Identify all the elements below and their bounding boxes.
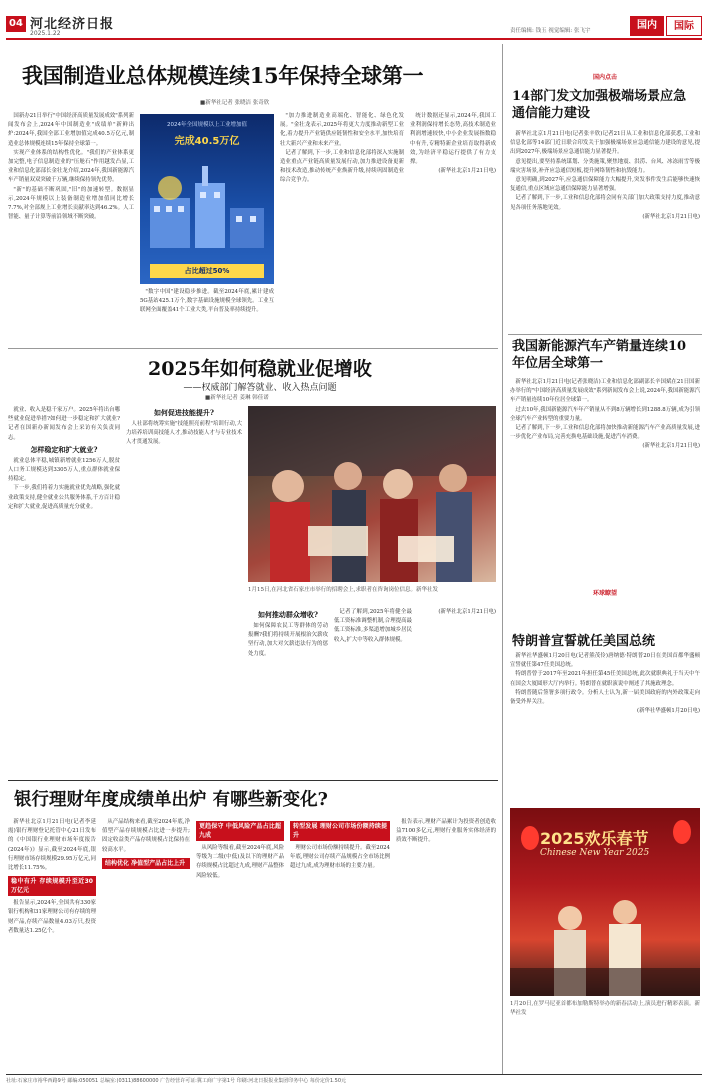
- paper-name: 河北经济日报: [30, 17, 115, 32]
- bank-subhead: 结构优化 净值型产品占比上升: [102, 858, 190, 869]
- infographic-headline-value: 完成40.5万亿: [174, 136, 240, 147]
- footer-info: 社址:石家庄市裕华西路9号 邮编:050051 总编室:(0311)88600000 广告经营许可证:冀工商广字第1号 印刷:河北日报报业集团印务中心 每份定价1.50元: [6, 1078, 347, 1084]
- lead-paragraph: 记者了解到,下一步,工业和信息化部将深入实施制造业重点产业链高质量发展行动,加力推进设备更新和技术改造,推动传统产业焕新升级,持续巩固制造业综合竞争力。: [280, 149, 404, 184]
- bank-headline: 银行理财年度成绩单出炉 有哪些新变化?: [14, 790, 328, 810]
- right-top-body: [510, 130, 700, 338]
- section-tab-domestic: 国内: [630, 16, 664, 36]
- spring-festival-caption: 1月20日,在罗马尼亚首都布加勒斯特举办的新春活动上,演员进行精彩表演。新华社发: [510, 1001, 700, 1016]
- employment-question: 如何促进技能提升?: [153, 408, 215, 417]
- bank-col-2: [102, 818, 190, 1070]
- lead-col-1: [8, 112, 134, 344]
- employment-question: 如何推动群众增收?: [257, 610, 319, 619]
- issue-date: 2025.1.22: [30, 30, 61, 37]
- bank-subhead: 转型发展 理财公司市场份额持续提升: [290, 821, 390, 841]
- lead-paragraph: 实现产业体系的结构性优化。"我们的产业体系更加完整,电子信息制造业的"压舱石"作用越发凸显,工业和信息化部部长金壮龙介绍,2024年,我国新能源汽车产销量双双突破千万辆,继续保持领先优势。: [8, 149, 134, 184]
- employment-question: 怎样稳定和扩大就业?: [30, 444, 98, 454]
- lead-col-2: [140, 288, 274, 346]
- bank-paragraph: 报告表示,理财产品累计为投资者创造收益7100多亿元,理财行业服务实体经济的质效不断提升。: [396, 819, 496, 844]
- employment-col-5: [418, 608, 496, 778]
- editors-line: 责任编辑: 钱玉 视觉编辑: 张飞宇: [510, 28, 591, 34]
- bank-col-5: [396, 818, 496, 1070]
- bank-paragraph: 从产品结构来看,截至2024年底,净值型产品存续规模占比进一步提升;固定收益类产品存续规模占比保持在较高水平。: [102, 819, 190, 853]
- infographic-caption-top: 2024年全国规模以上工业增加值: [167, 122, 247, 128]
- right-low-paragraph: 特朗普随后签署多项行政令。分析人士认为,新一届美国政府的内外政策走向备受外界关注。: [510, 689, 700, 706]
- dateline: (新华社华盛顿1月20日电): [636, 708, 700, 715]
- employment-paragraph: 下一步,我们将着力实施就业优先战略,强化就业政策支持,健全就业公共服务体系,千方百计稳定和扩大就业,促进高质量充分就业。: [8, 485, 120, 510]
- dateline: (新华社北京1月21日电): [642, 443, 700, 450]
- section-tab-international: 国际: [666, 16, 702, 36]
- employment-col-3: [248, 608, 328, 778]
- bank-paragraph: 从风险等级看,截至2024年底,风险等级为二级(中低)及以下的理财产品存续规模占比超过九成,理财产品整体风险较低。: [196, 845, 284, 879]
- dateline: (新华社北京1月21日电): [438, 609, 496, 615]
- right-low-kicker: 环球瞭望: [592, 590, 617, 597]
- lead-bottom-rule: [8, 348, 498, 349]
- right-divider-1: [508, 334, 702, 335]
- right-top-headline: 14部门发文加强极端场景应急通信能力建设: [512, 89, 687, 121]
- bank-col-4: [290, 818, 390, 1070]
- section-divider: [8, 780, 498, 781]
- employment-paragraph: 记者了解到,2025年将健全最低工资标准调整机制,合理提高最低工资标准,多渠道增加城乡居民收入,扩大中等收入群体规模。: [334, 609, 412, 643]
- right-low-headline: 特朗普宣誓就任美国总统: [512, 634, 656, 649]
- masthead: [0, 0, 708, 40]
- lead-paragraph: 统计数据还显示,2024年,我国工业利润保持增长态势,高技术制造业利润增速较快,中小企业发展指数稳中有升,专精特新企业培育取得新成效,为经济平稳运行提供了有力支撑。: [410, 113, 496, 166]
- right-top-paragraph: 记者了解到,下一步,工业和信息化部将会同有关部门加大政策支持力度,推动意见各项任务落地见效。: [510, 195, 700, 211]
- photo-banner-text-en: Chinese New Year 2025: [540, 848, 650, 858]
- bank-col-3: [196, 818, 284, 1070]
- right-top-kicker: 国内点击: [592, 74, 617, 81]
- lead-headline: 我国制造业总体规模连续15年保持全球第一: [22, 63, 424, 88]
- spring-festival-photo: [510, 808, 700, 996]
- bank-paragraph: 理财公司市场份额持续提升。截至2024年底,理财公司存续产品规模占全市场比例超过九成,成为理财市场的主要力量。: [290, 845, 390, 870]
- right-top-paragraph: 意见明确,到2027年,应急通信保障能力大幅提升,突发事件发生后能够快速恢复通信,重点区域应急通信保障能力显著增强。: [510, 177, 700, 193]
- employment-paragraph: 人社部将统筹实施"技能照亮前程"培训行动,大力培养培训高技能人才,推动技能人才与专业技术人才贯通发展。: [126, 421, 242, 446]
- employment-paragraph: 就业、收入是稳千家万户。2025年将出台哪些就业促进举措?如何进一步稳定和扩大就业?记者在国新办新闻发布会上采访有关负责同志。: [8, 407, 120, 441]
- page-number: 04: [6, 16, 26, 32]
- lantern-icon: [510, 808, 700, 996]
- right-top-paragraph: 新华社北京1月21日电(记者张辛欣)记者21日从工业和信息化部获悉,工业和信息化部等14部门近日联合印发关于加强极端场景应急通信能力建设的意见,提出到2027年,极端场景应急通信能力显著提升。: [510, 131, 700, 156]
- employment-byline: ■新华社记者 姜琳 韩佳诺: [205, 395, 269, 401]
- bank-col-1: [8, 818, 96, 1070]
- bank-paragraph: 新华社北京1月21日电(记者李延霞)银行理财登记托管中心21日发布的《中国银行业理财市场年度报告(2024年)》显示,截至2024年底,银行理财市场存续规模29.95万亿元,同比增长11.75%。: [8, 819, 96, 872]
- lead-paragraph: "加力推进制造业高端化、智能化、绿色化发展。"金壮龙表示,2025年将更大力度推动新型工业化,着力提升产业链供应链韧性和安全水平,加快培育壮大新兴产业和未来产业。: [280, 113, 404, 147]
- footer-rule: [6, 1074, 702, 1075]
- crowd-illustration: [248, 406, 496, 582]
- employment-paragraph: 如何保障农民工等群体的劳动报酬?我们将持续开展根治欠薪攻坚行动,加大对欠薪违法行为的惩处力度。: [248, 623, 328, 657]
- lead-byline: ■新华社记者 张晓洁 张奇欣: [200, 100, 270, 106]
- lead-infographic: [140, 114, 274, 284]
- right-low-paragraph: 特朗普曾于2017年至2021年担任第45任美国总统,此次就职典礼于当天中午在国会大厦圆形大厅内举行。特朗普在就职演说中阐述了其施政理念。: [510, 671, 700, 687]
- employment-photo-caption: 1月15日,在河北省石家庄市举行的招聘会上,求职者在咨询岗位信息。新华社发: [248, 587, 438, 593]
- right-mid-paragraph: 新华社北京1月21日电(记者张晓洁)工业和信息化部副部长辛国斌在21日国新办举行的"中国经济高质量发展成效"系列新闻发布会上说,2024年,我国新能源汽车产销量连续10年位居全球第一。: [510, 379, 700, 404]
- employment-subtitle: ——权威部门解答就业、收入热点问题: [183, 383, 337, 393]
- lead-paragraph: 国新办21日举行"中国经济高质量发展成效"系列新闻发布会上,2024年中国制造业"成绩单"新鲜出炉:2024年,我国全部工业增加值完成40.5万亿元,制造业总体规模连续15年保持全球第一。: [8, 113, 134, 147]
- right-mid-body: [510, 378, 700, 574]
- right-low-body: [510, 652, 700, 802]
- employment-paragraph: 就业总体平稳,城镇新增就业1256万人,脱贫人口务工规模达到3305万人,重点群体就业保持稳定。: [8, 457, 120, 483]
- factory-illustration: [140, 158, 274, 258]
- lead-paragraph: "新"的基础不断巩固,"旧"的加速转型。数据显示,2024年规模以上装备制造业增加值同比增长7.7%,对全部规上工业增长贡献率达到46.2%。人工智能、量子计算等前沿领域不断突破。: [8, 186, 134, 221]
- right-mid-headline: 我国新能源汽车产销量连续10年位居全球第一: [512, 339, 687, 371]
- right-low-paragraph: 新华社华盛顿1月20日电(记者熊茂伶)唐纳德·特朗普20日在美国首都华盛顿宣誓就任第47任美国总统。: [510, 653, 700, 669]
- bank-subhead: 稳中有升 存续规模升至近30万亿元: [8, 876, 96, 896]
- employment-headline: 2025年如何稳就业促增收: [148, 358, 372, 380]
- lead-col-4: [410, 112, 496, 344]
- lead-paragraph: "数字中国"建设稳步推进。截至2024年底,累计建成5G基站425.1万个,数字基础设施规模全球领先。工业互联网全面覆盖41个工业大类,平台普及率持续提升。: [140, 289, 274, 314]
- dateline: (新华社北京1月21日电): [642, 213, 700, 220]
- bank-paragraph: 报告显示,2024年,全国共有330家银行机构和31家理财公司有存续的理财产品,存续产品数量4.03万只,投资者数量达1.25亿个。: [8, 900, 96, 934]
- right-top-paragraph: 意见提出,要坚持系统谋划、分类施策,聚焦地震、洪涝、台风、冰冻雨雪等极端灾害场景,补齐应急通信短板,提升网络韧性和抗毁能力。: [510, 158, 700, 174]
- dateline: (新华社北京1月21日电): [438, 168, 496, 175]
- photo-banner-text: 2025欢乐春节: [540, 829, 649, 848]
- right-mid-paragraph: 记者了解到,下一步,工业和信息化部将加快推动新能源汽车产业高质量发展,进一步优化产业布局,完善充换电基础设施,促进汽车消费。: [510, 425, 700, 441]
- employment-col-2: [126, 406, 242, 778]
- employment-col-1: [8, 406, 120, 778]
- masthead-rule: [6, 38, 702, 40]
- lead-col-3: [280, 112, 404, 344]
- employment-col-4: [334, 608, 412, 778]
- column-divider: [502, 44, 503, 1074]
- right-mid-paragraph: 过去10年,我国新能源汽车年产销量从不到8万辆增长到1288.8万辆,成为引领全球汽车产业转型的重要力量。: [510, 406, 700, 422]
- bank-subhead: 更趋保守 中低风险产品占比超九成: [196, 821, 284, 841]
- infographic-share-label: 占比超过50%: [150, 264, 264, 278]
- employment-photo: [248, 406, 496, 582]
